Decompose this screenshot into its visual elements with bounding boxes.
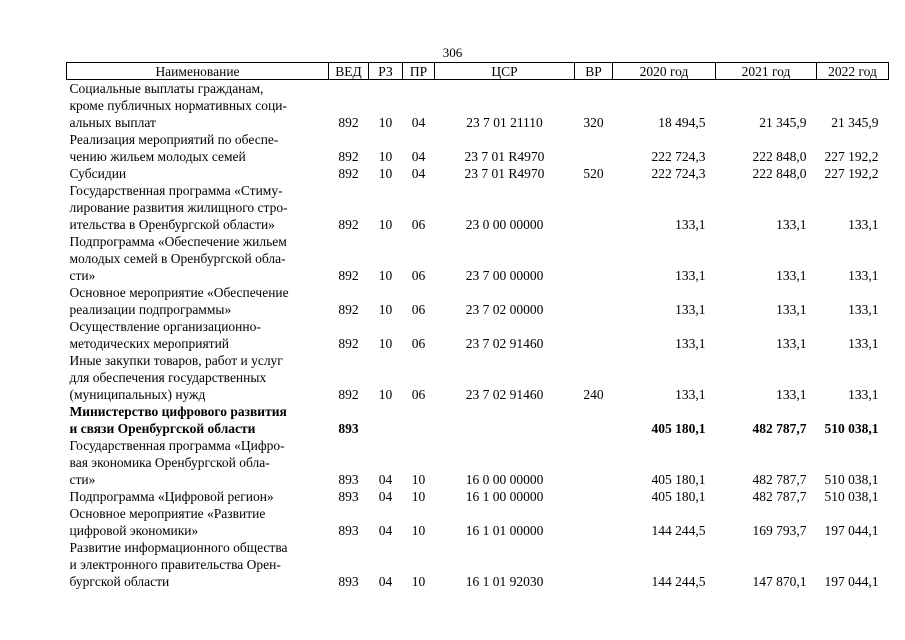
row-2020: 405 180,1 bbox=[651, 421, 706, 436]
row-2022: 133,1 bbox=[848, 268, 879, 283]
row-2020: 222 724,3 bbox=[651, 166, 706, 181]
row-csr: 23 7 02 00000 bbox=[465, 302, 544, 317]
row-name-line: кроме публичных нормативных соци- bbox=[69, 98, 287, 113]
row-pr: 10 bbox=[411, 574, 426, 589]
row-2021: 482 787,7 bbox=[752, 489, 807, 504]
row-pr: 06 bbox=[411, 268, 426, 283]
row-ved: 893 bbox=[338, 472, 359, 487]
table-row bbox=[67, 182, 889, 233]
row-name-line: Подпрограмма «Цифровой регион» bbox=[69, 489, 274, 504]
row-name bbox=[67, 182, 329, 233]
row-2022: 227 192,2 bbox=[824, 149, 879, 164]
row-2020: 222 724,3 bbox=[651, 149, 706, 164]
row-name-line: реализации подпрограммы» bbox=[69, 302, 232, 317]
row-name bbox=[67, 437, 329, 488]
header-csr: ЦСР bbox=[435, 63, 575, 80]
row-ved: 893 bbox=[338, 574, 359, 589]
row-ved: 892 bbox=[338, 217, 359, 232]
row-rz bbox=[369, 403, 403, 437]
table-row bbox=[67, 80, 889, 132]
row-vr bbox=[575, 539, 613, 590]
budget-table bbox=[66, 62, 889, 590]
row-name-line: для обеспечения государственных bbox=[69, 370, 267, 385]
row-name bbox=[67, 352, 329, 403]
row-name-line: методических мероприятий bbox=[69, 336, 230, 351]
row-name-line: Подпрограмма «Обеспечение жильем bbox=[69, 234, 287, 249]
row-2022: 197 044,1 bbox=[824, 574, 879, 589]
row-2020: 144 244,5 bbox=[651, 574, 706, 589]
row-vr bbox=[575, 131, 613, 165]
row-ved: 892 bbox=[338, 149, 359, 164]
row-name-line: альных выплат bbox=[69, 115, 156, 130]
row-ved: 893 bbox=[338, 489, 359, 504]
row-2022: 133,1 bbox=[848, 217, 879, 232]
row-name-line: Государственная программа «Цифро- bbox=[69, 438, 285, 453]
row-vr bbox=[575, 403, 613, 437]
row-2021: 21 345,9 bbox=[759, 115, 807, 130]
row-2020: 18 494,5 bbox=[658, 115, 706, 130]
row-2021: 222 848,0 bbox=[752, 166, 807, 181]
header-name: Наименование bbox=[67, 63, 329, 80]
row-name bbox=[67, 318, 329, 352]
header-vr: ВР bbox=[575, 63, 613, 80]
row-pr: 06 bbox=[411, 302, 426, 317]
row-ved: 892 bbox=[338, 115, 359, 130]
row-name-line: Основное мероприятие «Обеспечение bbox=[69, 285, 289, 300]
row-name bbox=[67, 233, 329, 284]
row-pr: 04 bbox=[411, 149, 426, 164]
row-2022: 510 038,1 bbox=[824, 489, 879, 504]
row-name-line: вая экономика Оренбургской обла- bbox=[69, 455, 270, 470]
row-rz: 10 bbox=[378, 166, 393, 181]
row-name bbox=[67, 403, 329, 437]
row-name-line: (муниципальных) нужд bbox=[69, 387, 206, 402]
row-vr bbox=[575, 488, 613, 505]
row-pr: 06 bbox=[411, 387, 426, 402]
row-vr bbox=[575, 182, 613, 233]
row-name-line: Развитие информационного общества bbox=[69, 540, 288, 555]
row-pr: 10 bbox=[411, 489, 426, 504]
row-name bbox=[67, 488, 329, 505]
row-2020: 133,1 bbox=[675, 268, 706, 283]
row-pr: 04 bbox=[411, 115, 426, 130]
row-2021: 133,1 bbox=[776, 302, 807, 317]
row-pr: 10 bbox=[411, 472, 426, 487]
header-2021: 2021 год bbox=[716, 63, 817, 80]
row-csr: 23 7 02 91460 bbox=[465, 387, 544, 402]
header-ved: ВЕД bbox=[329, 63, 369, 80]
row-rz: 10 bbox=[378, 149, 393, 164]
header-2020: 2020 год bbox=[613, 63, 716, 80]
row-name-line: Реализация мероприятий по обеспе- bbox=[69, 132, 279, 147]
row-2021: 482 787,7 bbox=[752, 421, 807, 436]
row-name-line: Государственная программа «Стиму- bbox=[69, 183, 283, 198]
table-row bbox=[67, 505, 889, 539]
table-row bbox=[67, 318, 889, 352]
row-2022: 510 038,1 bbox=[824, 472, 879, 487]
table-row bbox=[67, 403, 889, 437]
row-2022: 21 345,9 bbox=[831, 115, 879, 130]
row-vr bbox=[575, 284, 613, 318]
row-2022: 133,1 bbox=[848, 302, 879, 317]
row-csr: 16 0 00 00000 bbox=[465, 472, 544, 487]
row-2021: 147 870,1 bbox=[752, 574, 807, 589]
row-ved: 892 bbox=[338, 336, 359, 351]
row-2020: 133,1 bbox=[675, 336, 706, 351]
row-name bbox=[67, 539, 329, 590]
row-vr: 320 bbox=[583, 115, 604, 130]
row-csr: 16 1 01 92030 bbox=[465, 574, 544, 589]
row-2022: 227 192,2 bbox=[824, 166, 879, 181]
table-row bbox=[67, 131, 889, 165]
row-pr bbox=[403, 403, 435, 437]
row-rz: 04 bbox=[378, 523, 393, 538]
row-name-line: цифровой экономики» bbox=[69, 523, 199, 538]
row-csr: 16 1 01 00000 bbox=[465, 523, 544, 538]
row-2022: 510 038,1 bbox=[824, 421, 879, 436]
row-name-line: бургской области bbox=[69, 574, 170, 589]
row-name-line: чению жильем молодых семей bbox=[69, 149, 246, 164]
row-name-line: молодых семей в Оренбургской обла- bbox=[69, 251, 286, 266]
row-2021: 133,1 bbox=[776, 387, 807, 402]
row-rz: 10 bbox=[378, 302, 393, 317]
row-2021: 133,1 bbox=[776, 217, 807, 232]
table-row bbox=[67, 165, 889, 182]
row-pr: 06 bbox=[411, 217, 426, 232]
row-ved: 892 bbox=[338, 387, 359, 402]
row-csr bbox=[435, 403, 575, 437]
row-pr: 06 bbox=[411, 336, 426, 351]
row-name-line: лирование развития жилищного стро- bbox=[69, 200, 288, 215]
row-csr: 23 7 01 21110 bbox=[466, 115, 543, 130]
row-name-line: Субсидии bbox=[69, 166, 127, 181]
row-ved: 893 bbox=[338, 523, 359, 538]
row-ved: 892 bbox=[338, 302, 359, 317]
row-vr bbox=[575, 318, 613, 352]
table-row bbox=[67, 233, 889, 284]
row-ved: 892 bbox=[338, 166, 359, 181]
header-rz: РЗ bbox=[369, 63, 403, 80]
table-row bbox=[67, 352, 889, 403]
row-2020: 133,1 bbox=[675, 302, 706, 317]
row-ved: 893 bbox=[338, 421, 359, 436]
row-2020: 133,1 bbox=[675, 387, 706, 402]
table-header-row bbox=[67, 63, 889, 80]
row-vr: 240 bbox=[583, 387, 604, 402]
page-number: 306 bbox=[442, 45, 463, 60]
row-name-line: Осуществление организационно- bbox=[69, 319, 261, 334]
row-rz: 10 bbox=[378, 217, 393, 232]
row-csr: 23 0 00 00000 bbox=[465, 217, 544, 232]
row-csr: 23 7 02 91460 bbox=[465, 336, 544, 351]
header-2022: 2022 год bbox=[817, 63, 889, 80]
row-2021: 133,1 bbox=[776, 336, 807, 351]
row-rz: 10 bbox=[378, 336, 393, 351]
row-2021: 169 793,7 bbox=[752, 523, 807, 538]
row-name-line: сти» bbox=[69, 268, 96, 283]
row-name-line: Социальные выплаты гражданам, bbox=[69, 81, 264, 96]
row-rz: 04 bbox=[378, 472, 393, 487]
row-name-line: Министерство цифрового развития bbox=[69, 404, 287, 419]
row-2021: 133,1 bbox=[776, 268, 807, 283]
table-row bbox=[67, 539, 889, 590]
row-rz: 04 bbox=[378, 489, 393, 504]
row-vr: 520 bbox=[583, 166, 604, 181]
row-name bbox=[67, 165, 329, 182]
row-vr bbox=[575, 437, 613, 488]
row-rz: 04 bbox=[378, 574, 393, 589]
row-name-line: и электронного правительства Орен- bbox=[69, 557, 281, 572]
table-row bbox=[67, 488, 889, 505]
row-name bbox=[67, 505, 329, 539]
row-rz: 10 bbox=[378, 115, 393, 130]
header-pr: ПР bbox=[403, 63, 435, 80]
row-2020: 405 180,1 bbox=[651, 489, 706, 504]
row-name-line: Основное мероприятие «Развитие bbox=[69, 506, 266, 521]
table-row bbox=[67, 284, 889, 318]
row-rz: 10 bbox=[378, 268, 393, 283]
row-name bbox=[67, 80, 329, 132]
row-2022: 197 044,1 bbox=[824, 523, 879, 538]
row-csr: 23 7 01 R4970 bbox=[464, 166, 545, 181]
row-2022: 133,1 bbox=[848, 336, 879, 351]
row-rz: 10 bbox=[378, 387, 393, 402]
row-2020: 144 244,5 bbox=[651, 523, 706, 538]
row-vr bbox=[575, 505, 613, 539]
row-name-line: и связи Оренбургской области bbox=[69, 421, 256, 436]
table-body bbox=[67, 80, 889, 591]
row-name bbox=[67, 131, 329, 165]
row-2021: 222 848,0 bbox=[752, 149, 807, 164]
row-csr: 23 7 00 00000 bbox=[465, 268, 544, 283]
row-2020: 133,1 bbox=[675, 217, 706, 232]
row-2022: 133,1 bbox=[848, 387, 879, 402]
row-vr bbox=[575, 233, 613, 284]
row-pr: 10 bbox=[411, 523, 426, 538]
row-csr: 16 1 00 00000 bbox=[465, 489, 544, 504]
row-name-line: Иные закупки товаров, работ и услуг bbox=[69, 353, 283, 368]
row-ved: 892 bbox=[338, 268, 359, 283]
row-pr: 04 bbox=[411, 166, 426, 181]
row-name-line: сти» bbox=[69, 472, 96, 487]
row-name-line: ительства в Оренбургской области» bbox=[69, 217, 275, 232]
table-row bbox=[67, 437, 889, 488]
row-name bbox=[67, 284, 329, 318]
row-2020: 405 180,1 bbox=[651, 472, 706, 487]
row-2021: 482 787,7 bbox=[752, 472, 807, 487]
row-csr: 23 7 01 R4970 bbox=[464, 149, 545, 164]
